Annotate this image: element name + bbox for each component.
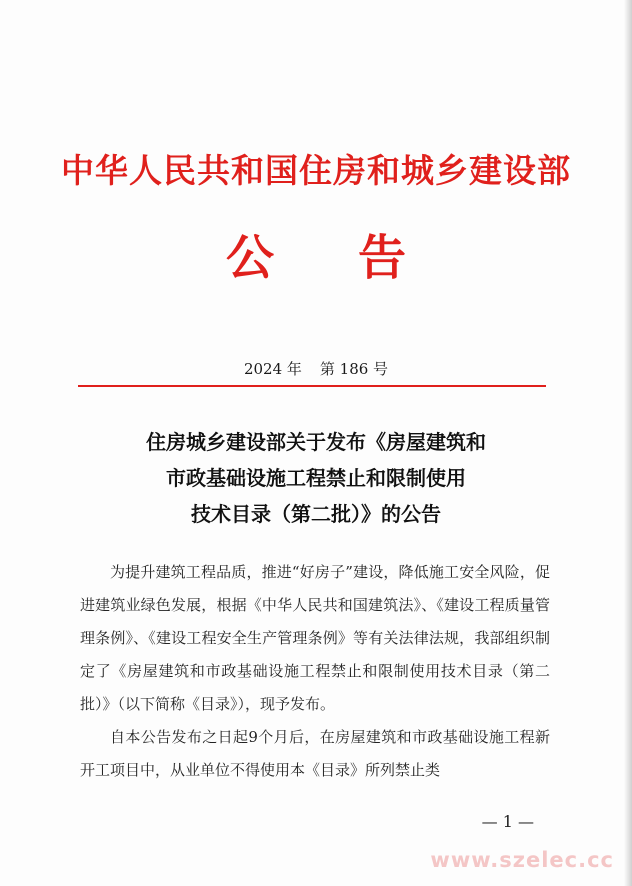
body-paragraph-2: 自本公告发布之日起9个月后，在房屋建筑和市政基础设施工程新开工项目中，从业单位不得使用本《目录》所列禁止类 (80, 728, 550, 779)
notice-char-1: 公 (225, 230, 274, 286)
site-watermark: www.szelec.cc (430, 848, 614, 872)
announcement-title (0, 424, 632, 532)
ministry-heading: 中华人民共和国住房和城乡建设部 (61, 151, 571, 190)
title-line-3: 技术目录（第二批）》的公告 (191, 502, 441, 526)
page-number: — 1 — (481, 812, 534, 831)
title-line-1: 住房城乡建设部关于发布《房屋建筑和 (146, 430, 486, 454)
notice-heading (0, 226, 632, 290)
red-divider (78, 385, 546, 387)
doc-number: 第 186 号 (319, 360, 389, 378)
document-number (0, 358, 632, 380)
body-paragraph-1: 为提升建筑工程品质，推进“好房子”建设，降低施工安全风险，促进建筑业绿色发展，根据《中华人民共和国建筑法》、《建设工程质量管理条例》、《建设工程安全生产管理条例》等有关法律法规，我部组织制定了《房屋建筑和市政基础设施工程禁止和限制使用技术目录（第二批）》（以下简称《目录》），现予发布。 (80, 563, 550, 713)
doc-year: 2024 年 (243, 360, 302, 378)
announcement-body (80, 556, 550, 787)
notice-char-2: 告 (358, 230, 407, 286)
title-line-2: 市政基础设施工程禁止和限制使用 (166, 466, 466, 490)
